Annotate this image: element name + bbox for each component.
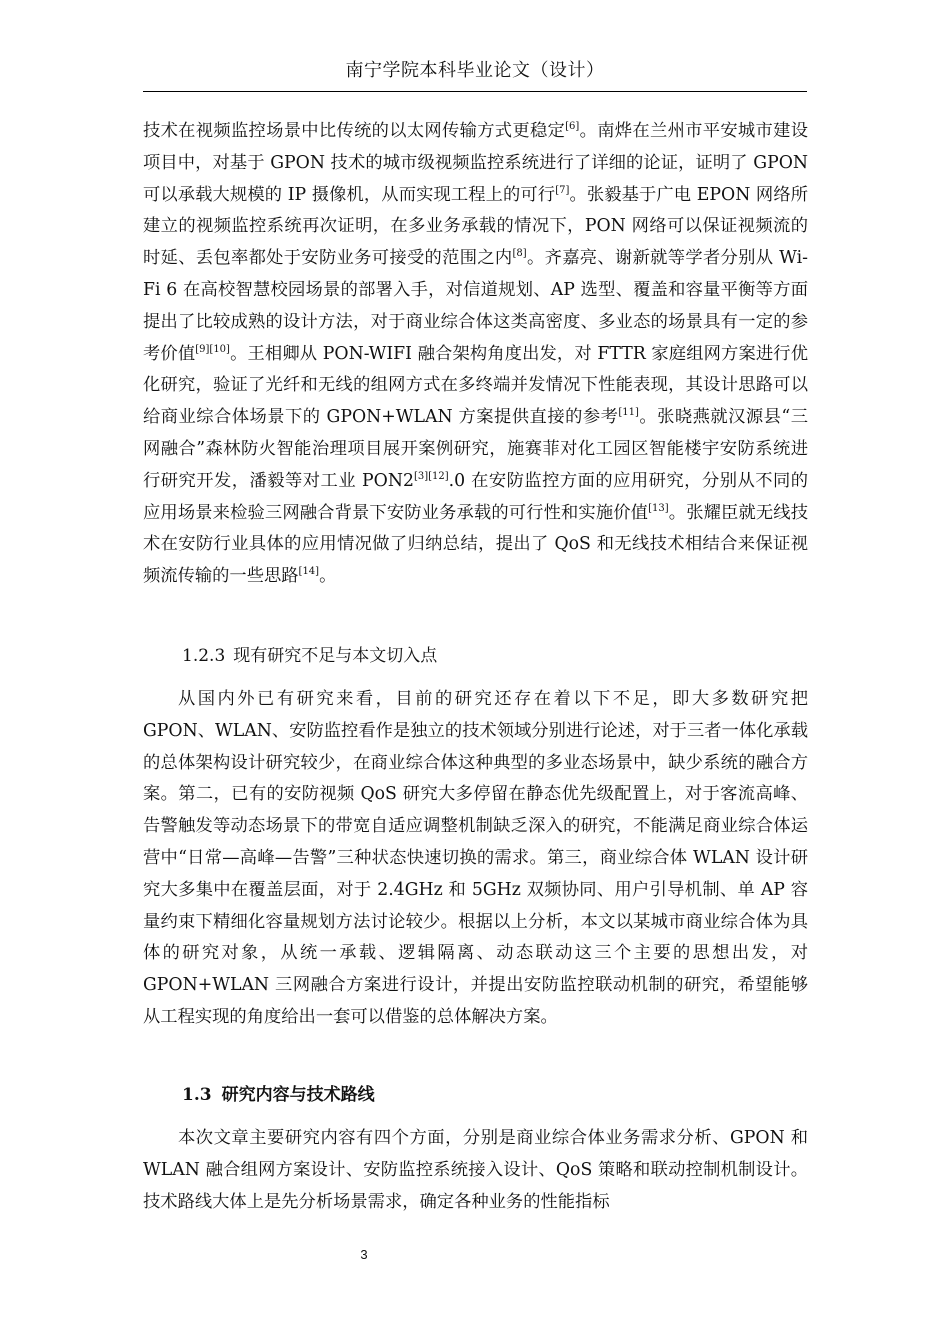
citation-ref: [7] [555, 184, 570, 196]
body-paragraph-2: 从国内外已有研究来看，目前的研究还存在着以下不足，即大多数研究把 GPON、WLAN、安防监控看作是独立的技术领域分别进行论述，对于三者一体化承载的总体架构设计研究较少，在商业综合体这种典型的多业态场景中，缺少系统的融合方案。第二，已有的安防视频 QoS 研究大多停留在静态优先级配置上，对于客流高峰、告警触发等动态场景下的带宽自适应调整机制缺乏深入的研究，不能满足商业综合体运营中“日常—高峰—告警”三种状态快速切换的需求。第三，商业综合体 WLAN 设计研究大多集中在覆盖层面，对于 2.4GHz 和 5GHz 双频协同、用户引导机制、单 AP 容量约束下精细化容量规划方法讨论较少。根据以上分析，本文以某城市商业综合体为具体的研究对象，从统一承载、逻辑隔离、动态联动这三个主要的思想出发，对 GPON+WLAN 三网融合方案进行设计，并提出安防监控联动机制的研究，希望能够从工程实现的角度给出一套可以借鉴的总体解决方案。 [143, 689, 808, 1027]
paragraph-text: 。张毅基于广电 EPON 网络所建立的视频监控系统再次证明，在多业务承载的情况下，PON 网络可以保证视频流的时延、丢包率都处于安防业务可接受的范围之内 [143, 184, 808, 269]
paragraph-text: .0 在安防监控方面的应用研究，分别从不同的应用场景来检验三网融合背景下安防业务承载的可行性和实施价值 [143, 470, 808, 523]
body-paragraph-2-container [143, 684, 808, 1034]
citation-ref: [8] [512, 248, 527, 260]
body-paragraph-3-container [143, 1123, 808, 1218]
citation-ref: [11] [618, 407, 639, 419]
citation-ref: [6] [565, 121, 580, 132]
header-divider [143, 91, 807, 92]
paragraph-text: 。张晓燕就汉源县“三网融合”森林防火智能治理项目展开案例研究，施赛菲对化工园区智能楼宇安防系统进行研究开发，潘毅等对工业 PON2 [143, 407, 808, 491]
paragraph-text: 。齐嘉亮、谢新就等学者分别从 Wi-Fi 6 在高校智慧校园场景的部署入手，对信道规划、AP 选型、覆盖和容量平衡等方面提出了比较成熟的设计方法，对于商业综合体这类高密度、多业态的场景具有一定的参考价值 [143, 248, 808, 364]
paragraph-text: 。南烨在兰州市平安城市建设项目中，对基于 GPON 技术的城市级视频监控系统进行了详细的论证，证明了 GPON 可以承载大规模的 IP 摄像机，从而实现工程上的可行 [143, 121, 808, 205]
section-number: 1.3 [182, 1085, 212, 1105]
paragraph-text: 技术在视频监控场景中比传统的以太网传输方式更稳定 [143, 121, 566, 141]
citation-ref: [3][12] [413, 470, 449, 482]
subsection-title: 现有研究不足与本文切入点 [233, 646, 438, 666]
citation-ref: [14] [298, 566, 320, 578]
paragraph-text: 。张耀臣就无线技术在安防行业具体的应用情况做了归纳总结，提出了 QoS 和无线技术相结合来保证视频流传输的一些思路 [143, 502, 808, 587]
page-header-title: 南宁学院本科毕业论文（设计） [345, 60, 605, 81]
subsection-heading [182, 643, 437, 669]
citation-ref: [9][10] [195, 343, 230, 355]
citation-ref: [13] [648, 502, 669, 514]
paragraph-text: 。 [319, 566, 337, 587]
body-paragraph-3: 本次文章主要研究内容有四个方面，分别是商业综合体业务需求分析、GPON 和 WLAN 融合组网方案设计、安防监控系统接入设计、QoS 策略和联动控制机制设计。技术路线大体上是先分析场景需求，确定各种业务的性能指标 [143, 1128, 808, 1212]
page-number: 3 [360, 1247, 368, 1262]
paragraph-text: 。王相卿从 PON-WIFI 融合架构角度出发，对 FTTR 家庭组网方案进行优化研究，验证了光纤和无线的组网方式在多终端并发情况下性能表现，其设计思路可以给商业综合体场景下的 GPON+WLAN 方案提供直接的参考 [143, 343, 808, 428]
subsection-number: 1.2.3 [182, 646, 226, 666]
section-title: 研究内容与技术路线 [221, 1085, 375, 1105]
body-paragraph-1-container [143, 116, 808, 593]
body-paragraph-1 [143, 116, 808, 593]
section-heading [182, 1082, 375, 1108]
